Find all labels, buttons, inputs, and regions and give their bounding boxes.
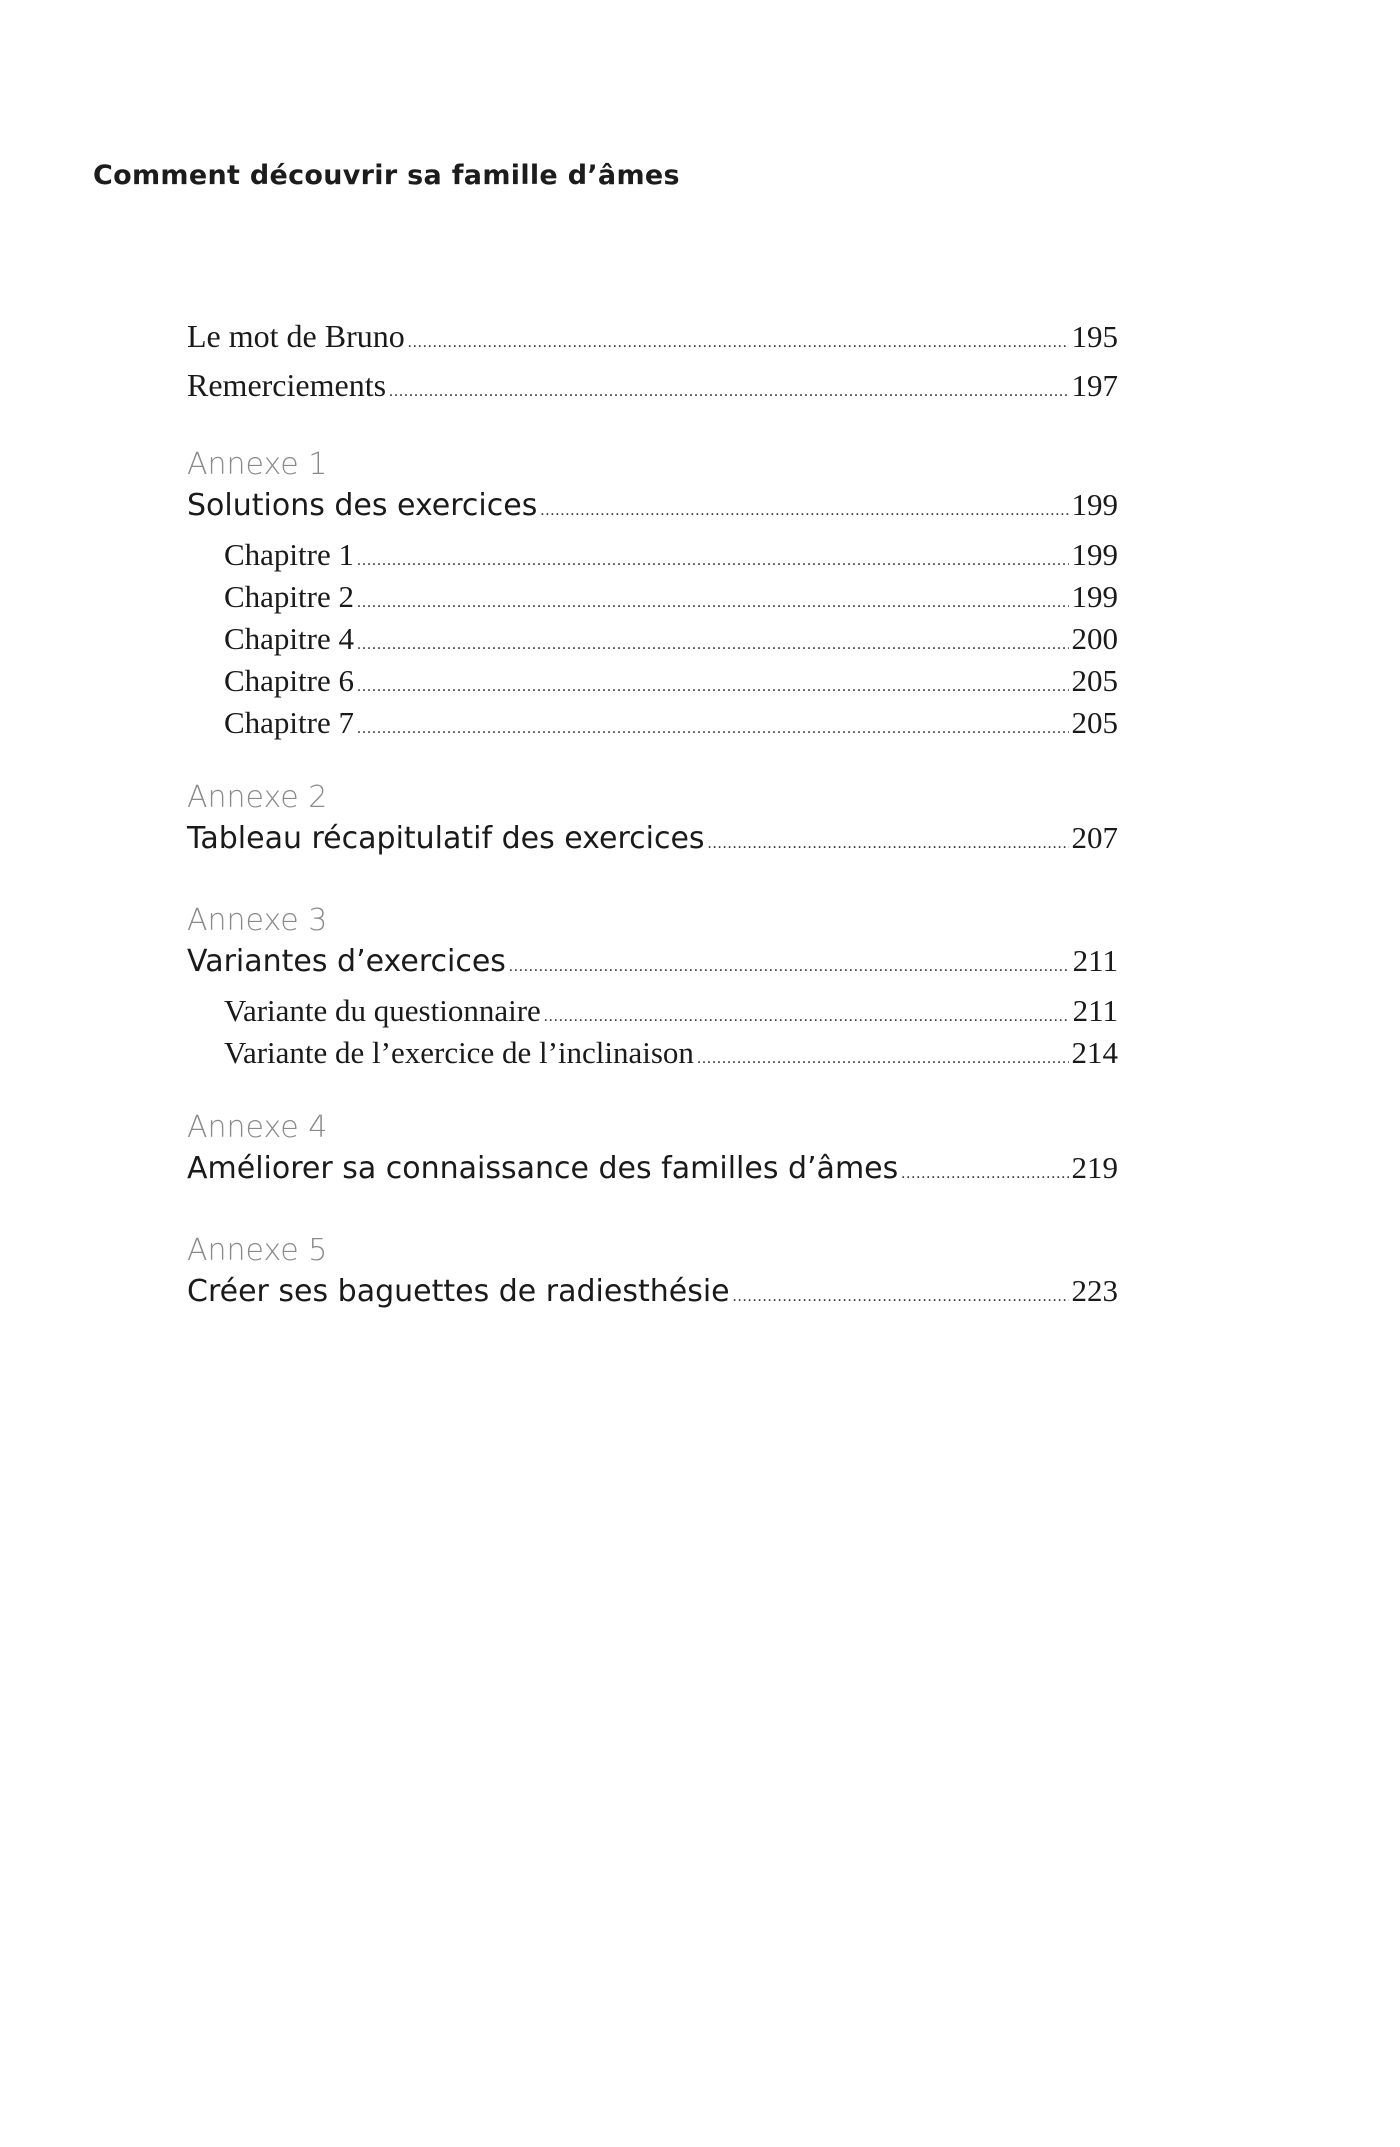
dot-leader [357, 636, 1069, 654]
annexe-3-heading: Annexe 3 [187, 903, 328, 938]
toc-page-number: 195 [1071, 319, 1118, 354]
toc-section-tableau[interactable] [187, 820, 1118, 870]
toc-page-number: 214 [1071, 1035, 1118, 1070]
toc-entry-mot-de-bruno[interactable] [187, 318, 1118, 367]
dot-leader [357, 594, 1069, 612]
dot-leader [708, 835, 1069, 853]
toc-subentry[interactable] [187, 537, 1118, 579]
toc-entry-label: Remerciements [187, 367, 387, 403]
toc-subentry-label: Chapitre 4 [224, 621, 354, 656]
annexe-1-heading: Annexe 1 [187, 447, 328, 482]
toc-section-variantes[interactable] [187, 943, 1118, 993]
toc-page-number: 219 [1071, 1150, 1118, 1185]
toc-subentry-label: Variante du questionnaire [224, 993, 541, 1028]
annexe-2-heading: Annexe 2 [187, 780, 328, 815]
toc-section-baguettes[interactable] [187, 1273, 1118, 1323]
dot-leader [357, 678, 1069, 696]
toc-page-number: 205 [1071, 705, 1118, 740]
toc-section-title: Tableau récapitulatif des exercices [187, 821, 705, 856]
toc-section-title: Solutions des exercices [187, 488, 538, 523]
toc-section-solutions[interactable] [187, 487, 1118, 537]
toc-subentry[interactable] [187, 705, 1118, 747]
toc-page-number: 199 [1071, 487, 1118, 522]
toc-entry-remerciements[interactable] [187, 367, 1118, 416]
dot-leader [509, 958, 1070, 976]
toc-section-title: Améliorer sa connaissance des familles d’âmes [187, 1151, 899, 1186]
toc-subentry[interactable] [187, 663, 1118, 705]
running-head: Comment découvrir sa famille d’âmes [93, 160, 680, 191]
dot-leader [540, 502, 1068, 520]
dot-leader [697, 1050, 1069, 1068]
toc-page-number: 199 [1071, 579, 1118, 614]
annexe-4-heading: Annexe 4 [187, 1110, 328, 1145]
dot-leader [389, 383, 1068, 401]
toc-section-title: Créer ses baguettes de radiesthésie [187, 1274, 730, 1309]
dot-leader [544, 1008, 1070, 1026]
dot-leader [733, 1288, 1069, 1306]
toc-page-number: 211 [1072, 993, 1118, 1028]
toc-page-number: 205 [1071, 663, 1118, 698]
toc-section-title: Variantes d’exercices [187, 944, 506, 979]
toc-subentry-label: Chapitre 1 [224, 537, 354, 572]
toc-page-number: 223 [1071, 1273, 1118, 1308]
dot-leader [901, 1165, 1068, 1183]
toc-subentry[interactable] [187, 579, 1118, 621]
toc-page-number: 200 [1071, 621, 1118, 656]
toc-subentry[interactable] [187, 621, 1118, 663]
dot-leader [357, 552, 1069, 570]
toc-subentry[interactable] [187, 1035, 1118, 1077]
toc-subentry-label: Chapitre 7 [224, 705, 354, 740]
toc-page-number: 199 [1071, 537, 1118, 572]
annexe-5-heading: Annexe 5 [187, 1233, 328, 1268]
toc-page-number: 207 [1071, 820, 1118, 855]
toc-subentry-label: Chapitre 6 [224, 663, 354, 698]
toc-subentry[interactable] [187, 993, 1118, 1035]
toc-page-number: 211 [1072, 943, 1118, 978]
toc-subentry-label: Variante de l’exercice de l’inclinaison [224, 1035, 694, 1070]
toc-page-number: 197 [1071, 368, 1118, 403]
dot-leader [357, 720, 1069, 738]
table-of-contents [187, 318, 1118, 1323]
toc-subentry-label: Chapitre 2 [224, 579, 354, 614]
dot-leader [408, 334, 1069, 352]
toc-entry-label: Le mot de Bruno [187, 318, 405, 354]
toc-section-ameliorer[interactable] [187, 1150, 1118, 1200]
